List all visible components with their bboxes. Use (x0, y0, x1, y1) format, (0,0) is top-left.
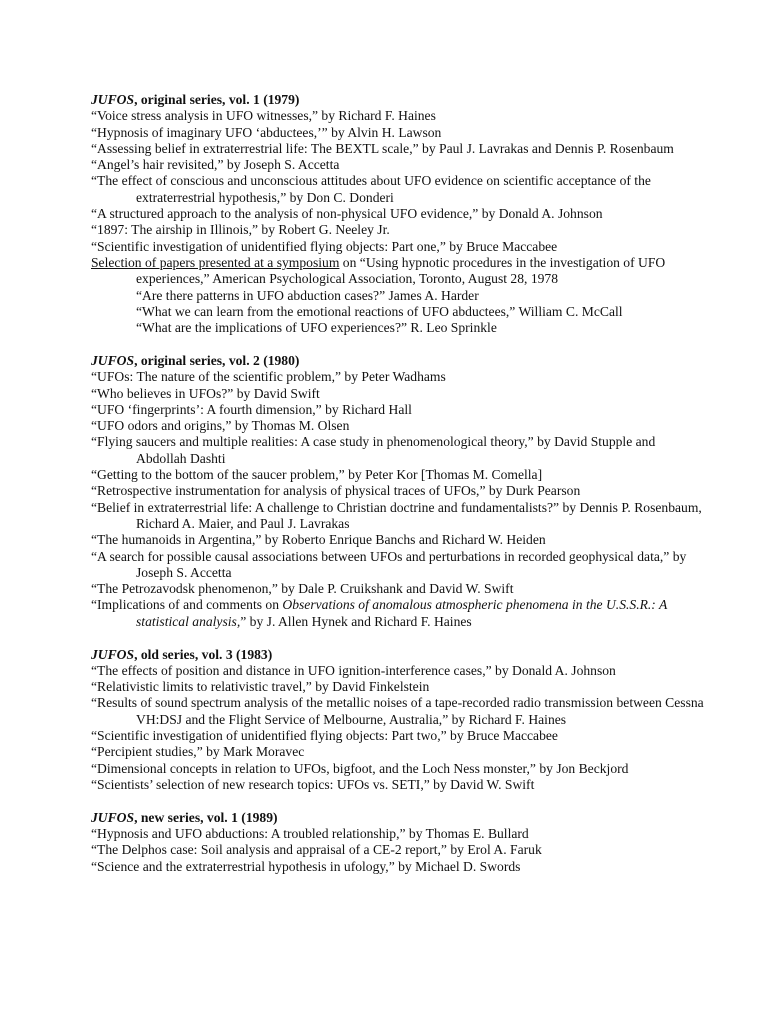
symposium-paper: “What are the implications of UFO experiences?” R. Leo Sprinkle (136, 320, 497, 336)
entry-text: “Implications of and comments on (91, 597, 283, 613)
article-entry: “Scientific investigation of unidentified flying objects: Part two,” by Bruce Maccabee (91, 727, 558, 743)
article-entry: “Results of sound spectrum analysis of the metallic noises of a tape-recorded radio transmission between Cessna VH:DSJ and the Flight Service of Melbourne, Australia,” by Richard F. Haines (91, 695, 704, 727)
article-entry: “A search for possible causal associations between UFOs and perturbations in recorded geophysical data,” by Joseph S. Accetta (91, 548, 687, 580)
article-entry: “Hypnosis and UFO abductions: A troubled relationship,” by Thomas E. Bullard (91, 825, 529, 841)
journal-title: JUFOS (91, 352, 135, 368)
article-entry: “Dimensional concepts in relation to UFOs, bigfoot, and the Loch Ness monster,” by Jon Beckjord (91, 760, 629, 776)
series-label: , original series, vol. 2 (1980) (134, 352, 300, 368)
article-entry: “Who believes in UFOs?” by David Swift (91, 385, 320, 401)
journal-title: JUFOS (91, 809, 135, 825)
section-heading (91, 353, 708, 369)
symposium-description: on “Using hypnotic procedures in the investigation of UFO experiences,” American Psychological Association, Toronto, August 28, 1978 (136, 254, 666, 287)
symposium-lead: Selection of papers presented at a symposium (91, 254, 340, 270)
journal-title: JUFOS (91, 646, 135, 662)
article-entry: “Hypnosis of imaginary UFO ‘abductees,’” by Alvin H. Lawson (91, 124, 442, 140)
article-entry: “Relativistic limits to relativistic travel,” by David Finkelstein (91, 679, 430, 695)
series-label: , new series, vol. 1 (1989) (134, 809, 278, 825)
section-heading (91, 810, 708, 826)
journal-title: JUFOS (91, 92, 135, 107)
article-entry: “UFO ‘fingerprints’: A fourth dimension,” by Richard Hall (91, 401, 412, 417)
article-entry: “Scientists’ selection of new research topics: UFOs vs. SETI,” by David W. Swift (91, 776, 535, 792)
symposium-paper: “What we can learn from the emotional reactions of UFO abductees,” William C. McCall (136, 303, 623, 319)
article-entry: “The Petrozavodsk phenomenon,” by Dale P. Cruikshank and David W. Swift (91, 581, 514, 597)
article-entry: “The effects of position and distance in UFO ignition-interference cases,” by Donald A. Johnson (91, 662, 616, 678)
article-entry: “Getting to the bottom of the saucer problem,” by Peter Kor [Thomas M. Comella] (91, 467, 543, 483)
article-entry: “Science and the extraterrestrial hypothesis in ufology,” by Michael D. Swords (91, 858, 521, 874)
section-vol3-1983 (91, 647, 708, 794)
article-entry: “UFOs: The nature of the scientific problem,” by Peter Wadhams (91, 369, 446, 385)
article-entry: “Voice stress analysis in UFO witnesses,” by Richard F. Haines (91, 108, 436, 124)
entry-text: ” by J. Allen Hynek and Richard F. Haines (240, 613, 472, 629)
article-entry: “UFO odors and origins,” by Thomas M. Olsen (91, 418, 350, 434)
series-label: , original series, vol. 1 (1979) (134, 92, 300, 107)
article-entry: “A structured approach to the analysis of non-physical UFO evidence,” by Donald A. Johnson (91, 206, 603, 222)
article-entry: “1897: The airship in Illinois,” by Robert G. Neeley Jr. (91, 222, 390, 238)
article-entry: “Belief in extraterrestrial life: A challenge to Christian doctrine and fundamentalists?” by Dennis P. Rosenbaum, Richard A. Maier, and Paul J. Lavrakas (91, 499, 702, 531)
section-heading (91, 92, 708, 108)
symposium-entry (91, 255, 708, 288)
article-entry: “Retrospective instrumentation for analysis of physical traces of UFOs,” by Durk Pearson (91, 483, 581, 499)
article-entry: “Scientific investigation of unidentified flying objects: Part one,” by Bruce Maccabee (91, 238, 558, 254)
article-entry: “Assessing belief in extraterrestrial life: The BEXTL scale,” by Paul J. Lavrakas and Dennis P. Rosenbaum (91, 140, 674, 156)
article-entry: “The Delphos case: Soil analysis and appraisal of a CE-2 report,” by Erol A. Faruk (91, 842, 542, 858)
article-entry: “Flying saucers and multiple realities: A case study in phenomenological theory,” by David Stupple and Abdollah Dashti (91, 434, 656, 466)
section-heading (91, 647, 708, 663)
italic-title: Observations of anomalous atmospheric phenomena in the U.S.S.R.: A statistical analysis, (136, 597, 668, 629)
article-entry: “Percipient studies,” by Mark Moravec (91, 744, 305, 760)
section-vol1-1979 (91, 92, 708, 336)
article-entry: “The humanoids in Argentina,” by Roberto Enrique Banchs and Richard W. Heiden (91, 532, 546, 548)
series-label: , old series, vol. 3 (1983) (134, 646, 273, 662)
article-entry: “Angel’s hair revisited,” by Joseph S. Accetta (91, 157, 340, 173)
article-entry: “The effect of conscious and unconscious attitudes about UFO evidence on scientific acceptance of the extraterrestrial hypothesis,” by Don C. Donderi (91, 173, 651, 205)
symposium-paper: “Are there patterns in UFO abduction cases?” James A. Harder (136, 287, 479, 303)
section-vol2-1980 (91, 353, 708, 630)
article-entry (91, 597, 708, 630)
section-new-vol1-1989 (91, 810, 708, 875)
